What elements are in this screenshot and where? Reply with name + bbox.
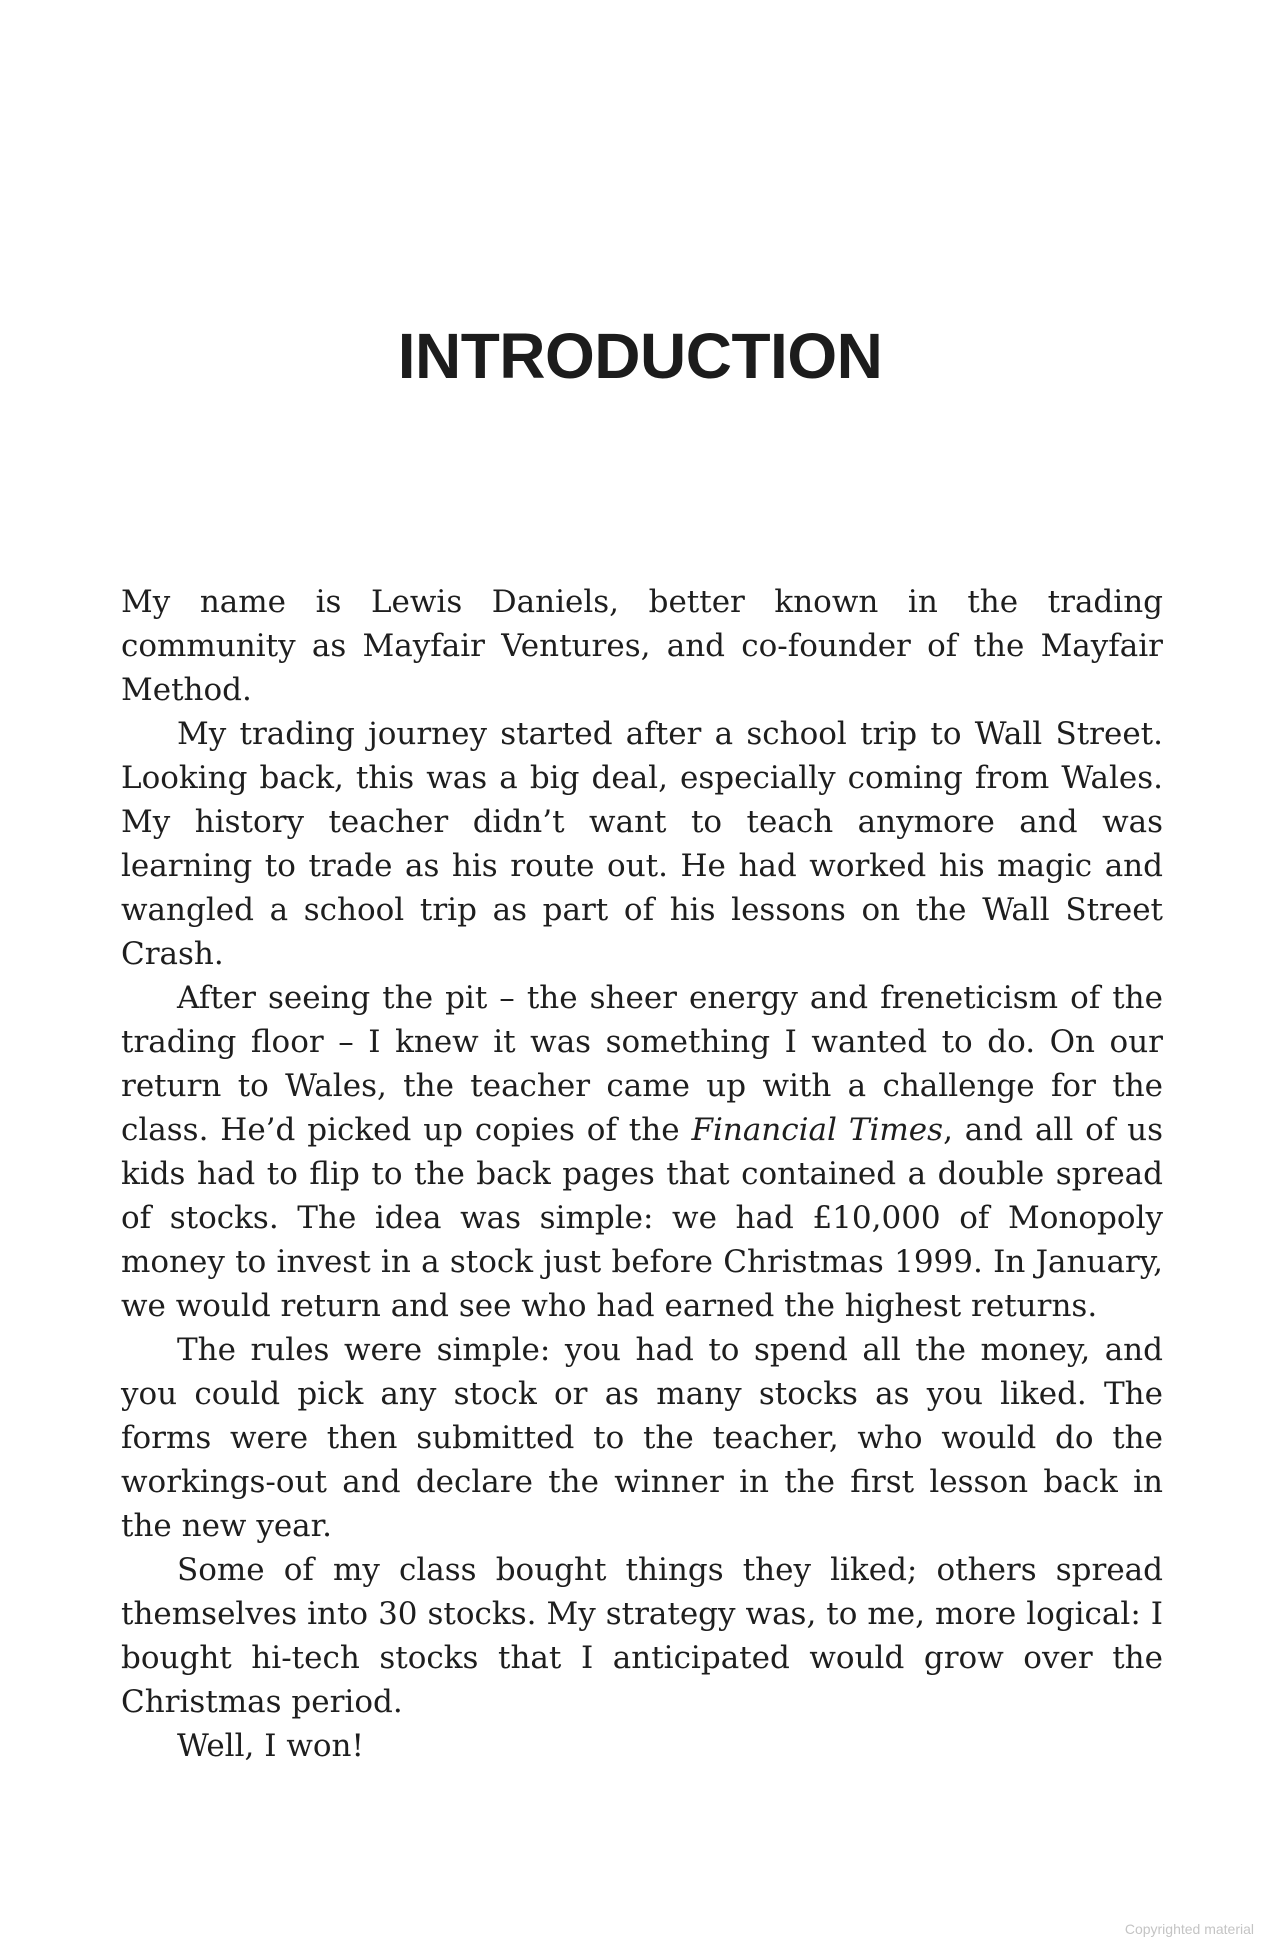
paragraph-4: The rules were simple: you had to spend all the money, and you could pick any stock or as many stocks as you liked. The forms were then submitted to the teacher, who would do the workings-out and declare the winner in the first lesson back in the new year. <box>121 1332 1163 1544</box>
paragraph-3-part-2: , and all of us kids had to flip to the back pages that contained a double spread of stocks. The idea was simple: we had £10,000 of Monopoly money to invest in a stock just before Christmas 1999. In January, we would return and see who had earned the highest returns. <box>121 1112 1163 1324</box>
chapter-title: INTRODUCTION <box>397 320 883 392</box>
paragraph-3-part-1: After seeing the pit – the sheer energy and freneticism of the trading floor – I knew it was something I wanted to do. On our return to Wales, the teacher came up with a challenge for the class. He’d picked up copies of the <box>121 980 1163 1148</box>
paragraph-1: My name is Lewis Daniels, better known in the trading community as Mayfair Ventures, and co-founder of the Mayfair Method. <box>121 584 1163 708</box>
paragraph-3 <box>121 976 1163 1328</box>
paragraph-5: Some of my class bought things they liked; others spread themselves into 30 stocks. My strategy was, to me, more logical: I bought hi-tech stocks that I anticipated would grow over the Christmas period. <box>121 1552 1163 1720</box>
chapter-body <box>121 580 1163 1768</box>
paragraph-6: Well, I won! <box>177 1728 364 1764</box>
copyright-watermark: Copyrighted material <box>1124 1921 1254 1937</box>
paragraph-2: My trading journey started after a school trip to Wall Street. Looking back, this was a big deal, especially coming from Wales. My history teacher didn’t want to teach anymore and was learning to trade as his route out. He had worked his magic and wangled a school trip as part of his lessons on the Wall Street Crash. <box>121 716 1163 972</box>
publication-title: Financial Times <box>691 1112 944 1148</box>
